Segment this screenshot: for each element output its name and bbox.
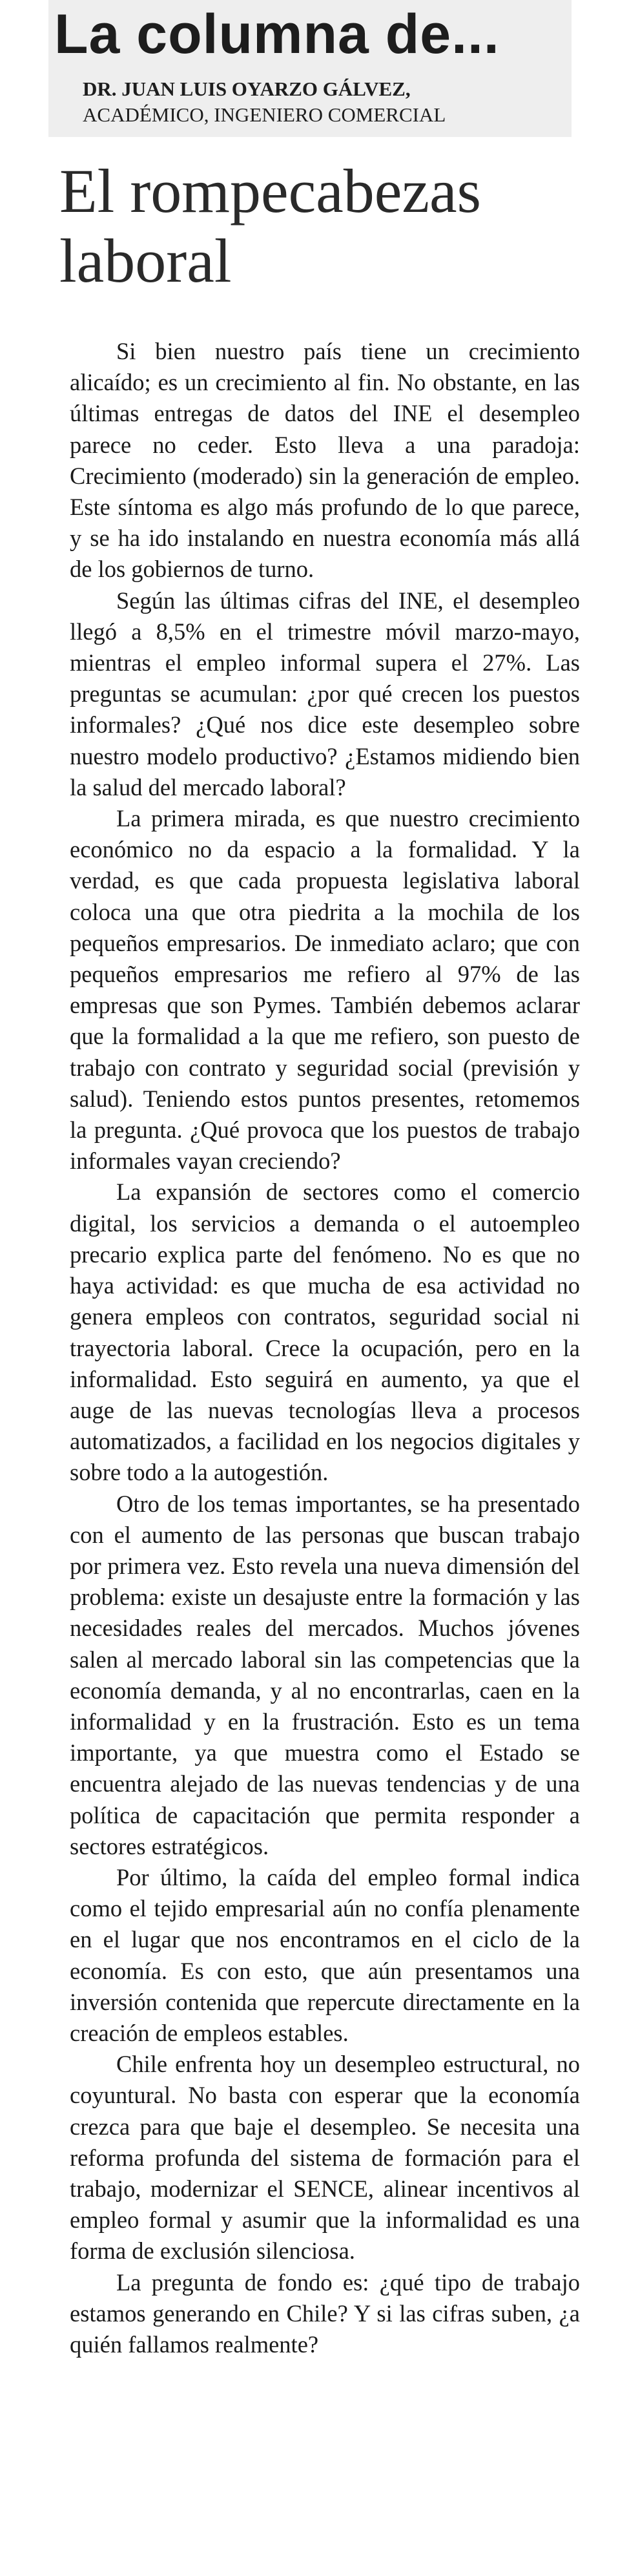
article-paragraph: Según las últimas cifras del INE, el desempleo llegó a 8,5% en el trimestre móvil marzo-mayo, mientras el empleo informal supera el 27%. Las preguntas se acumulan: ¿por qué crecen los puestos informales? ¿Qué nos dice este desempleo sobre nuestro modelo productivo? ¿Estamos midiendo bien la salud del mercado laboral?: [70, 587, 580, 801]
article-paragraph: Chile enfrenta hoy un desempleo estructural, no coyuntural. No basta con esperar que la economía crezca para que baje el desempleo. Se necesita una reforma profunda del sistema de formación para el trabajo, modernizar el SENCE, alinear incentivos al empleo formal y asumir que la informalidad es una forma de exclusión silenciosa.: [70, 2051, 580, 2265]
section-title: La columna de...: [54, 3, 500, 65]
article-body: [70, 336, 580, 2360]
article-paragraph: Otro de los temas importantes, se ha presentado con el aumento de las personas que buscan trabajo por primera vez. Esto revela una nueva dimensión del problema: existe un desajuste entre la formación y las necesidades reales del mercados. Muchos jóvenes salen al mercado laboral sin las competencias que la economía demanda, y al no encontrarlas, caen en la informalidad y en la frustración. Esto es un tema importante, ya que muestra como el Estado se encuentra alejado de las nuevas tendencias y de una política de capacitación que permita responder a sectores estratégicos.: [70, 1490, 580, 1859]
article-headline: El rompecabezas laboral: [59, 156, 481, 295]
article-paragraph: La pregunta de fondo es: ¿qué tipo de trabajo estamos generando en Chile? Y si las cifras suben, ¿a quién fallamos realmente?: [70, 2268, 580, 2358]
article-paragraph: Por último, la caída del empleo formal indica como el tejido empresarial aún no confía plenamente en el lugar que nos encontramos en el ciclo de la economía. Es con esto, que aún presentamos una inversión contenida que repercute directamente en la creación de empleos estables.: [70, 1863, 580, 2046]
author-byline: [83, 76, 446, 128]
author-name: DR. JUAN LUIS OYARZO GÁLVEZ,: [83, 78, 411, 100]
article-paragraph: La primera mirada, es que nuestro crecimiento económico no da espacio a la formalidad. Y la verdad, es que cada propuesta legislativa laboral coloca una que otra piedrita a la mochila de los pequeños empresarios. De inmediato aclaro; que con pequeños empresarios me refiero al 97% de las empresas que son Pymes. También debemos aclarar que la formalidad a la que me refiero, son puesto de trabajo con contrato y seguridad social (previsión y salud). Teniendo estos puntos presentes, retomemos la pregunta. ¿Qué provoca que los puestos de trabajo informales vayan creciendo?: [70, 805, 580, 1175]
article-paragraph: La expansión de sectores como el comercio digital, los servicios a demanda o el autoempleo precario explica parte del fenómeno. No es que no haya actividad: es que mucha de esa actividad no genera empleos con contratos, seguridad social ni trayectoria laboral. Crece la ocupación, pero en la informalidad. Esto seguirá en aumento, ya que el auge de las nuevas tecnologías lleva a procesos automatizados, a facilidad en los negocios digitales y sobre todo a la autogestión.: [70, 1178, 580, 1486]
article-paragraph: Si bien nuestro país tiene un crecimiento alicaído; es un crecimiento al fin. No obstante, en las últimas entregas de datos del INE el desempleo parece no ceder. Esto lleva a una paradoja: Crecimiento (moderado) sin la generación de empleo. Este síntoma es algo más profundo de lo que parece, y se ha ido instalando en nuestra economía más allá de los gobiernos de turno.: [70, 338, 580, 583]
author-role: ACADÉMICO, INGENIERO COMERCIAL: [83, 103, 446, 126]
